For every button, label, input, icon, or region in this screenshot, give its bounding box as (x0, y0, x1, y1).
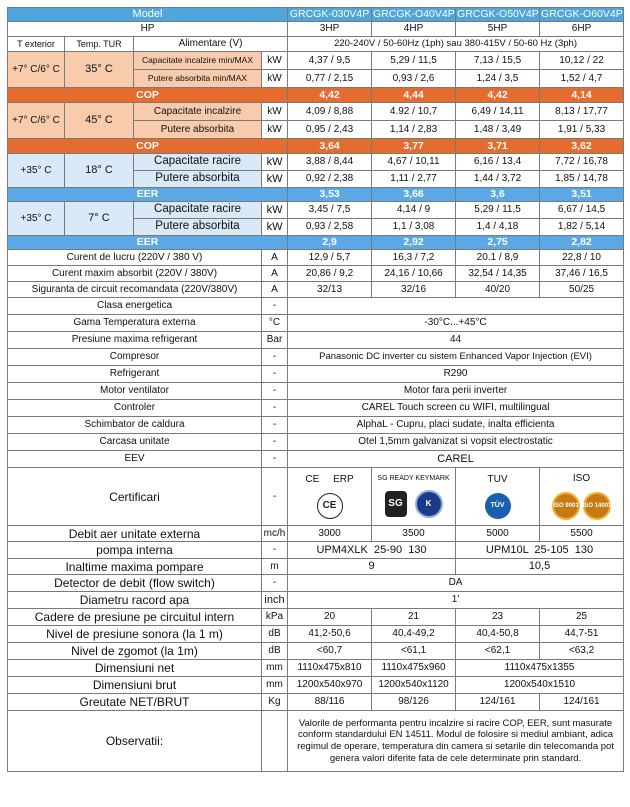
unit: kW (262, 52, 288, 70)
value-cell: 32,54 / 14,35 (456, 266, 540, 282)
value-cell: 21 (372, 609, 456, 626)
cop-label: COP (8, 88, 288, 103)
spec-row (8, 451, 624, 468)
value-cell: 10,5 (456, 559, 624, 575)
cert-label: SG READY KEYMARK (377, 475, 450, 482)
unit: inch (262, 592, 288, 609)
value-cell: 6,49 / 14,11 (456, 103, 540, 121)
unit: kW (262, 121, 288, 139)
power-supply-label: Alimentare (V) (134, 37, 288, 52)
cool1-t-ext: +35° C (8, 154, 65, 188)
unit: - (262, 434, 288, 451)
value-cell: <63,2 (540, 643, 624, 660)
temp-tur-label: Temp. TUR (65, 37, 134, 52)
observatii-text: Valorile de performanta pentru incalzire si racire COP, EER, sunt masurate conform standardului EN 14511. Modul de folosire si mediul ambiant, adica regimul de operare, temperatura din camera si setarile din telecomanda pot genera valori diferite fata de cele determinate prin standard. (288, 711, 624, 772)
value-cell: 12,9 / 5,7 (288, 250, 372, 266)
value-cell: 44,7-51 (540, 626, 624, 643)
cool2-pow-label: Putere absorbita (134, 219, 262, 236)
unit: - (262, 575, 288, 592)
cool1-cap-label: Capacitate racire (134, 154, 262, 171)
value-cell: 41,2-50,6 (288, 626, 372, 643)
row-label: Motor ventilator (8, 383, 262, 400)
value-cell: 4,37 / 9,5 (288, 52, 372, 70)
value-cell: 37,46 / 16,5 (540, 266, 624, 282)
power-supply-row (8, 37, 624, 52)
dim-gross-row (8, 677, 624, 694)
eer-value: 2,75 (456, 236, 540, 250)
value-cell: 25 (540, 609, 624, 626)
spec-value: Otel 1,5mm galvanizat si vopsit electrostatic (288, 434, 624, 451)
cool2-tur: 7° C (65, 202, 134, 236)
unit: - (262, 451, 288, 468)
cop-value: 4,14 (540, 88, 624, 103)
unit: mm (262, 677, 288, 694)
certificari-row (8, 468, 624, 526)
row-label: Siguranta de circuit recomandata (220V/380V) (8, 282, 262, 298)
heat1-cap-row (8, 52, 624, 70)
row-label: Nivel de zgomot (la 1m) (8, 643, 262, 660)
value-cell: 3,88 / 8,44 (288, 154, 372, 171)
spec-row (8, 417, 624, 434)
unit: Bar (262, 332, 288, 349)
model-label: Model (8, 8, 288, 22)
spec-table (7, 7, 624, 772)
spec-sheet (7, 7, 623, 772)
value-cell: 6,16 / 13,4 (456, 154, 540, 171)
cop-value: 4,44 (372, 88, 456, 103)
spec-value: DA (288, 575, 624, 592)
value-cell: 40/20 (456, 282, 540, 298)
model-name: GRCGK-030V4P (288, 8, 372, 22)
dim-net-row (8, 660, 624, 677)
cert-tuv (456, 468, 540, 526)
spec-row (8, 298, 624, 315)
cool2-cap-row (8, 202, 624, 219)
value-cell: 1,14 / 2,83 (372, 121, 456, 139)
pressure-drop-row (8, 609, 624, 626)
value-cell: 32/13 (288, 282, 372, 298)
eer-value: 3,51 (540, 188, 624, 202)
unit: - (262, 383, 288, 400)
unit: m (262, 559, 288, 575)
unit: kW (262, 219, 288, 236)
spec-value: Motor fara perii inverter (288, 383, 624, 400)
unit: - (262, 400, 288, 417)
hp-value: 6HP (540, 22, 624, 37)
value-cell: 0,93 / 2,6 (372, 70, 456, 88)
unit: - (262, 468, 288, 526)
value-cell: 1,91 / 5,33 (540, 121, 624, 139)
iso-14001-icon: ISO 14001 (583, 492, 611, 520)
unit: mc/h (262, 526, 288, 542)
unit: °C (262, 315, 288, 332)
unit: dB (262, 626, 288, 643)
airflow-row (8, 526, 624, 542)
current-row (8, 266, 624, 282)
value-cell: 1,11 / 2,77 (372, 171, 456, 188)
spec-value: -30°C...+45°C (288, 315, 624, 332)
value-cell: 7,13 / 15,5 (456, 52, 540, 70)
value-cell: 16,3 / 7,2 (372, 250, 456, 266)
row-label: Detector de debit (flow switch) (8, 575, 262, 592)
eer-value: 3,66 (372, 188, 456, 202)
spec-value (288, 298, 624, 315)
t-exterior-label: T exterior (8, 37, 65, 52)
eer-value: 2,82 (540, 236, 624, 250)
value-cell: 9 (288, 559, 456, 575)
value-cell: 3,45 / 7,5 (288, 202, 372, 219)
current-row (8, 250, 624, 266)
value-cell: 6,67 / 14,5 (540, 202, 624, 219)
value-cell: 0,95 / 2,43 (288, 121, 372, 139)
heat1-tur: 35° C (65, 52, 134, 88)
cert-iso (540, 468, 624, 526)
value-cell: 0,93 / 2,58 (288, 219, 372, 236)
unit: kW (262, 154, 288, 171)
spec-value: CAREL Touch screen cu WIFI, multilingual (288, 400, 624, 417)
heat2-cap-label: Capacitate incalzire (134, 103, 262, 121)
value-cell: 1,24 / 3,5 (456, 70, 540, 88)
value-cell: 10,12 / 22 (540, 52, 624, 70)
eer-value: 3,53 (288, 188, 372, 202)
keymark-icon: K (415, 490, 443, 518)
spec-value: Panasonic DC inverter cu sistem Enhanced Vapor Injection (EVI) (288, 349, 624, 366)
spec-row (8, 366, 624, 383)
spec-value: R290 (288, 366, 624, 383)
value-cell: 1200x540x970 (288, 677, 372, 694)
unit: kW (262, 103, 288, 121)
unit (262, 711, 288, 772)
model-name: GRCGK-O40V4P (373, 8, 455, 21)
pump-row (8, 542, 624, 559)
heat2-t-ext: +7° C/6° C (8, 103, 65, 139)
cool2-t-ext: +35° C (8, 202, 65, 236)
cool2-cap-label: Capacitate racire (134, 202, 262, 219)
value-cell: 8,13 / 17,77 (540, 103, 624, 121)
value-cell: 24,16 / 10,66 (372, 266, 456, 282)
eer-label: EER (8, 188, 288, 202)
unit: kPa (262, 609, 288, 626)
value-cell: 5000 (456, 526, 540, 542)
value-cell: 4.92 / 10,7 (372, 103, 456, 121)
value-cell: 1110x475x960 (372, 660, 456, 677)
row-label: Certificari (8, 468, 262, 526)
row-label: Controler (8, 400, 262, 417)
cop-label: COP (8, 139, 288, 154)
flow-switch-row (8, 575, 624, 592)
cop-value: 3,71 (456, 139, 540, 154)
cop-value: 3,64 (288, 139, 372, 154)
cool1-cap-row (8, 154, 624, 171)
value-cell: 1,1 / 3,08 (372, 219, 456, 236)
row-label: Debit aer unitate externa (8, 526, 262, 542)
power-supply-value: 220-240V / 50-60Hz (1ph) sau 380-415V / 50-60 Hz (3ph) (288, 37, 624, 52)
row-label: Cadere de presiune pe circuitul intern (8, 609, 262, 626)
value-cell: 23 (456, 609, 540, 626)
value-cell: 5,29 / 11,5 (372, 52, 456, 70)
value-cell: 98/126 (372, 694, 456, 711)
sound-pressure-row (8, 626, 624, 643)
value-cell: 124/161 (540, 694, 624, 711)
unit: - (262, 298, 288, 315)
cop2-row (8, 139, 624, 154)
cop-value: 4,42 (456, 88, 540, 103)
row-label: Dimensiuni net (8, 660, 262, 677)
observatii-label: Observatii: (8, 711, 262, 772)
value-cell: 40,4-50,8 (456, 626, 540, 643)
eer2-row (8, 236, 624, 250)
spec-value: AlphaL - Cupru, placi sudate, inalta efficienta (288, 417, 624, 434)
pump-height-row (8, 559, 624, 575)
spec-row (8, 400, 624, 417)
current-row (8, 282, 624, 298)
value-cell: <62,1 (456, 643, 540, 660)
row-label: Refrigerant (8, 366, 262, 383)
row-label: Diametru racord apa (8, 592, 262, 609)
unit: - (262, 417, 288, 434)
value-cell: 1,48 / 3,49 (456, 121, 540, 139)
value-cell: 4,14 / 9 (372, 202, 456, 219)
iso-9001-icon: ISO 9001 (552, 492, 580, 520)
value-cell: 1,44 / 3,72 (456, 171, 540, 188)
sg-ready-icon: SG (385, 491, 407, 517)
spec-row (8, 434, 624, 451)
eer1-row (8, 188, 624, 202)
cert-ce-erp (288, 468, 372, 526)
eer-label: EER (8, 236, 288, 250)
row-label: Curent de lucru (220V / 380 V) (8, 250, 262, 266)
row-label: pompa interna (8, 542, 262, 559)
cert-label: ISO (572, 472, 591, 484)
noise-row (8, 643, 624, 660)
eer-value: 2,92 (372, 236, 456, 250)
hp-value: 4HP (372, 22, 456, 37)
ce-mark-icon: CE (317, 493, 343, 519)
hp-row (8, 22, 624, 37)
value-cell: 1,82 / 5,14 (540, 219, 624, 236)
spec-row (8, 349, 624, 366)
value-cell: 0,77 / 2,15 (288, 70, 372, 88)
value-cell: 1,85 / 14,78 (540, 171, 624, 188)
spec-value: 1' (288, 592, 624, 609)
row-label: Dimensiuni brut (8, 677, 262, 694)
value-cell: <61,1 (372, 643, 456, 660)
cop-value: 4,42 (288, 88, 372, 103)
heat1-cap-label: Capacitate incalzire min/MAX (134, 52, 262, 70)
row-label: Clasa energetica (8, 298, 262, 315)
row-label: Schimbator de caldura (8, 417, 262, 434)
unit: kW (262, 171, 288, 188)
unit: A (262, 282, 288, 298)
value-cell: 7,72 / 16,78 (540, 154, 624, 171)
cert-sg-keymark (372, 468, 456, 526)
eer-value: 2,9 (288, 236, 372, 250)
unit: dB (262, 643, 288, 660)
heat1-pow-label: Putere absorbita min/MAX (134, 70, 262, 88)
spec-row (8, 383, 624, 400)
heat2-tur: 45° C (65, 103, 134, 139)
model-row (8, 8, 624, 22)
value-cell: 1110x475x1355 (456, 660, 624, 677)
value-cell: 3500 (372, 526, 456, 542)
value-cell: <60,7 (288, 643, 372, 660)
value-cell: UPM10L 25-105 130 (456, 542, 624, 559)
row-label: Presiune maxima refrigerant (8, 332, 262, 349)
observatii-row (8, 711, 624, 772)
unit: A (262, 250, 288, 266)
value-cell: 5,29 / 11,5 (456, 202, 540, 219)
model-name: GRCGK-O60V4P (541, 8, 623, 21)
value-cell: 5500 (540, 526, 624, 542)
value-cell: 0,92 / 2,38 (288, 171, 372, 188)
value-cell: 88/116 (288, 694, 372, 711)
unit: A (262, 266, 288, 282)
heat1-t-ext: +7° C/6° C (8, 52, 65, 88)
value-cell: 4,09 / 8,88 (288, 103, 372, 121)
unit: mm (262, 660, 288, 677)
eer-value: 3,6 (456, 188, 540, 202)
spec-row (8, 315, 624, 332)
value-cell: UPM4XLK 25-90 130 (288, 542, 456, 559)
value-cell: 1,4 / 4,18 (456, 219, 540, 236)
heat2-cap-row (8, 103, 624, 121)
value-cell: 1200x540x1510 (456, 677, 624, 694)
spec-value: CAREL (288, 451, 624, 468)
cool1-tur: 18° C (65, 154, 134, 188)
weight-row (8, 694, 624, 711)
unit: - (262, 542, 288, 559)
hp-label: HP (8, 22, 288, 37)
value-cell: 20.1 / 8,9 (456, 250, 540, 266)
value-cell: 50/25 (540, 282, 624, 298)
tuv-icon: TÜV (485, 493, 511, 519)
model-name: GRCGK-O50V4P (457, 8, 539, 21)
value-cell: 1,52 / 4,7 (540, 70, 624, 88)
value-cell: 124/161 (456, 694, 540, 711)
value-cell: 4,67 / 10,11 (372, 154, 456, 171)
value-cell: 3000 (288, 526, 372, 542)
spec-value: 44 (288, 332, 624, 349)
unit: - (262, 366, 288, 383)
spec-row (8, 332, 624, 349)
cool1-pow-label: Putere absorbita (134, 171, 262, 188)
unit: kW (262, 70, 288, 88)
cop-value: 3,77 (372, 139, 456, 154)
value-cell: 40,4-49,2 (372, 626, 456, 643)
row-label: Gama Temperatura externa (8, 315, 262, 332)
hp-value: 5HP (456, 22, 540, 37)
row-label: Curent maxim absorbit (220V / 380V) (8, 266, 262, 282)
unit: kW (262, 202, 288, 219)
cert-label: CE ERP (305, 473, 354, 485)
value-cell: 20,86 / 9,2 (288, 266, 372, 282)
cert-label: TUV (487, 473, 508, 485)
cop1-row (8, 88, 624, 103)
value-cell: 20 (288, 609, 372, 626)
row-label: Inaltime maxima pompare (8, 559, 262, 575)
value-cell: 22,8 / 10 (540, 250, 624, 266)
row-label: Greutate NET/BRUT (8, 694, 262, 711)
value-cell: 1110x475x810 (288, 660, 372, 677)
value-cell: 1200x540x1120 (372, 677, 456, 694)
row-label: Nivel de presiune sonora (la 1 m) (8, 626, 262, 643)
value-cell: 32/16 (372, 282, 456, 298)
cop-value: 3,62 (540, 139, 624, 154)
row-label: Compresor (8, 349, 262, 366)
unit: - (262, 349, 288, 366)
pipe-row (8, 592, 624, 609)
row-label: EEV (8, 451, 262, 468)
unit: Kg (262, 694, 288, 711)
row-label: Carcasa unitate (8, 434, 262, 451)
heat2-pow-label: Putere absorbita (134, 121, 262, 139)
hp-value: 3HP (288, 22, 372, 37)
